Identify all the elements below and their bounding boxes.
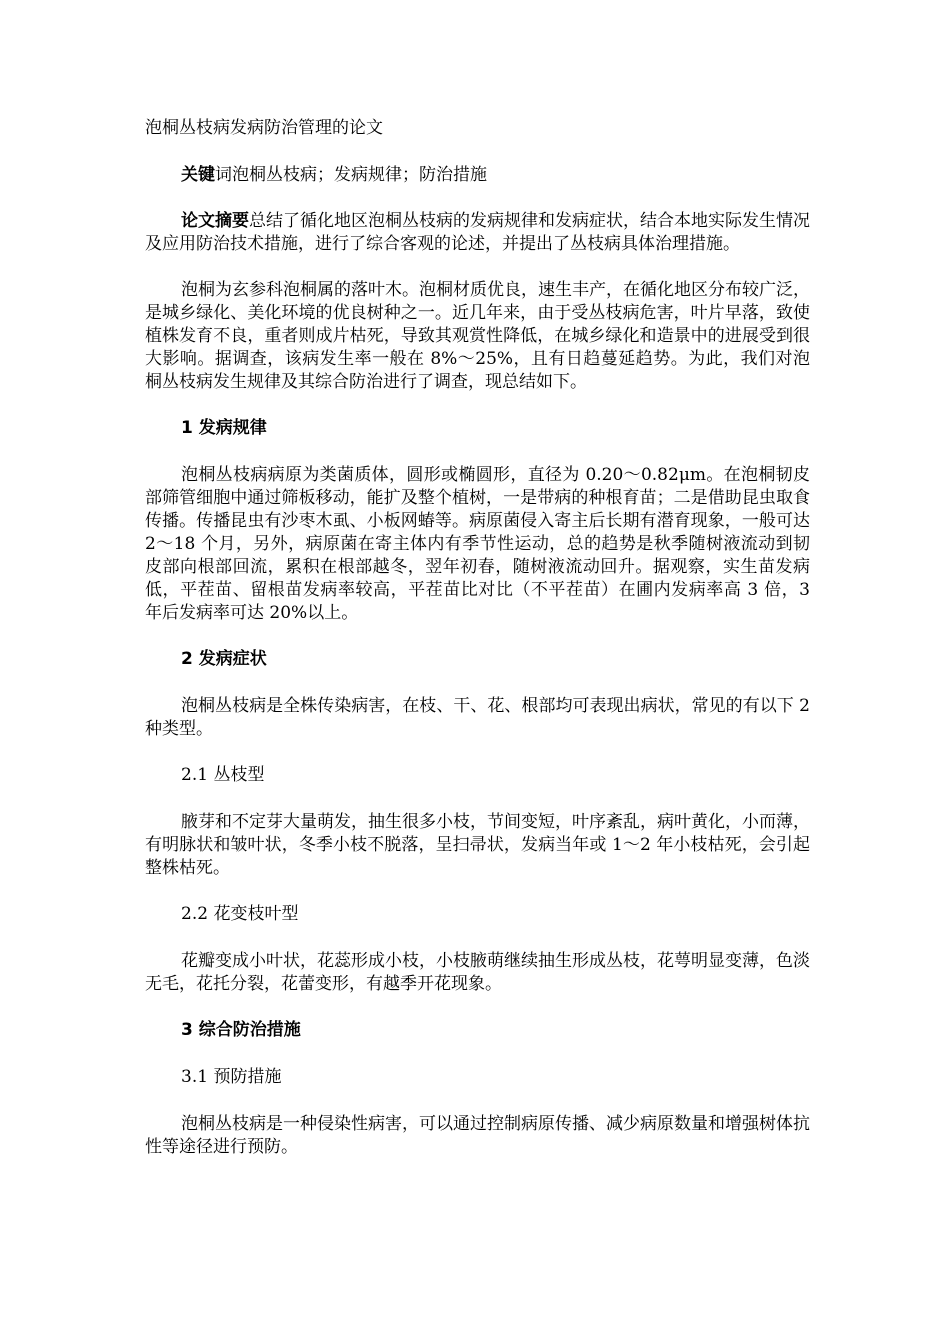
keywords-line: [145, 164, 810, 187]
abstract-label: 论文摘要: [181, 211, 249, 231]
keywords-text: 词泡桐丛枝病；发病规律；防治措施: [215, 165, 487, 185]
keywords-label: 关键: [181, 165, 215, 185]
document-body: [145, 117, 810, 1182]
abstract-text: 总结了循化地区泡桐丛枝病的发病规律和发病症状，结合本地实际发生情况及应用防治技术措施，进行了综合客观的论述，并提出了丛枝病具体治理措施。: [145, 211, 810, 254]
document-title: 泡桐丛枝病发病防治管理的论文: [145, 118, 383, 138]
subsection-heading-2-1: 2.1 丛枝型: [181, 765, 265, 785]
subsection-heading-2-2: 2.2 花变枝叶型: [181, 904, 299, 924]
section-heading-2: 2 发病症状: [181, 649, 267, 669]
subsection-paragraph-2-1: 腋芽和不定芽大量萌发，抽生很多小枝，节间变短，叶序紊乱，病叶黄化，小而薄，有明脉状和皱叶状，冬季小枝不脱落，呈扫帚状，发病当年或 1～2 年小枝枯死，会引起整株枯死。: [145, 812, 810, 878]
section-paragraph-2: 泡桐丛枝病是全株传染病害，在枝、干、花、根部均可表现出病状，常见的有以下 2 种类型。: [145, 696, 810, 739]
subsection-paragraph-3-1: 泡桐丛枝病是一种侵染性病害，可以通过控制病原传播、减少病原数量和增强树体抗性等途径进行预防。: [145, 1114, 810, 1157]
subsection-paragraph-2-2: 花瓣变成小叶状，花蕊形成小枝，小枝腋萌继续抽生形成丛枝，花萼明显变薄，色淡无毛，花托分裂，花蕾变形，有越季开花现象。: [145, 951, 810, 994]
abstract-paragraph: [145, 210, 810, 256]
section-heading-1: 1 发病规律: [181, 418, 267, 438]
section-heading-3: 3 综合防治措施: [181, 1020, 301, 1040]
section-paragraph-1: 泡桐丛枝病病原为类菌质体，圆形或椭圆形，直径为 0.20～0.82μm。在泡桐韧皮部筛管细胞中通过筛板移动，能扩及整个植树，一是带病的种根育苗；二是借助昆虫取食传播。传播昆虫有沙枣木虱、小板网蝽等。病原菌侵入寄主后长期有潜育现象，一般可达 2～18 个月，另外，病原菌在寄主体内有季节性运动，总的趋势是秋季随树液流动到韧皮部向根部回流，累积在根部越冬，翌年初春，随树液流动回升。据观察，实生苗发病低，平茬苗、留根苗发病率较高，平茬苗比对比（不平茬苗）在圃内发病率高 3 倍，3 年后发病率可达 20%以上。: [145, 465, 810, 623]
subsection-heading-3-1: 3.1 预防措施: [181, 1067, 282, 1087]
intro-paragraph: 泡桐为玄参科泡桐属的落叶木。泡桐材质优良，速生丰产，在循化地区分布较广泛，是城乡绿化、美化环境的优良树种之一。近几年来，由于受丛枝病危害，叶片早落，致使植株发育不良，重者则成片枯死，导致其观赏性降低，在城乡绿化和造景中的进展受到很大影响。据调查，该病发生率一般在 8%～25%，且有日趋蔓延趋势。为此，我们对泡桐丛枝病发生规律及其综合防治进行了调查，现总结如下。: [145, 280, 810, 392]
